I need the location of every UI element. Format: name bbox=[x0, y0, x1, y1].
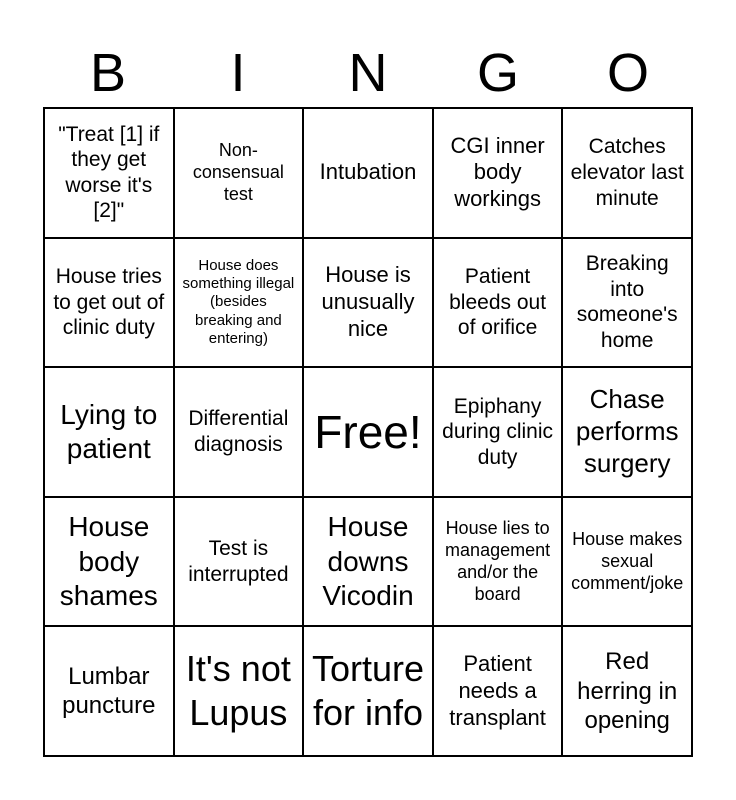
cell-label: House lies to management and/or the board bbox=[445, 517, 551, 604]
cell-label: Differential diagnosis bbox=[188, 407, 289, 456]
bingo-cell[interactable] bbox=[44, 238, 174, 368]
cell-label: Test is interrupted bbox=[188, 536, 289, 586]
cell-label: House body shames bbox=[59, 511, 158, 611]
cell-label: Breaking into someone's home bbox=[576, 252, 678, 352]
cell-label: Chase performs surgery bbox=[575, 384, 679, 478]
bingo-cell[interactable] bbox=[303, 497, 433, 627]
cell-label: Patient needs a transplant bbox=[449, 650, 546, 730]
cell-label: Catches elevator last minute bbox=[570, 135, 684, 210]
header-letter-i: I bbox=[230, 43, 246, 103]
cell-label: House tries to get out of clinic duty bbox=[53, 264, 165, 340]
cell-label: It's not Lupus bbox=[185, 648, 291, 734]
bingo-cell[interactable] bbox=[303, 238, 433, 368]
cell-label: House does something illegal (besides breaking and entering) bbox=[182, 256, 295, 347]
cell-label: Lying to patient bbox=[60, 398, 158, 464]
cell-label: House makes sexual comment/joke bbox=[571, 528, 684, 593]
cell-label: Epiphany during clinic duty bbox=[442, 394, 554, 469]
bingo-grid bbox=[43, 107, 693, 757]
bingo-cell[interactable] bbox=[433, 367, 563, 497]
bingo-cell[interactable] bbox=[433, 497, 563, 627]
bingo-cell[interactable] bbox=[174, 108, 304, 238]
cell-label: "Treat [1] if they get worse it's [2]" bbox=[58, 122, 160, 223]
bingo-cell[interactable] bbox=[562, 626, 692, 756]
bingo-cell[interactable] bbox=[433, 238, 563, 368]
header-letter-g: G bbox=[476, 43, 519, 103]
bingo-cell[interactable] bbox=[174, 367, 304, 497]
cell-label: Intubation bbox=[319, 159, 417, 185]
bingo-cell[interactable] bbox=[44, 108, 174, 238]
bingo-cell[interactable] bbox=[562, 108, 692, 238]
cell-label: Torture for info bbox=[311, 648, 425, 734]
bingo-cell[interactable] bbox=[44, 626, 174, 756]
cell-label: Lumbar puncture bbox=[62, 662, 156, 720]
bingo-cell[interactable] bbox=[44, 497, 174, 627]
header-letter-n: N bbox=[348, 43, 388, 103]
bingo-header bbox=[43, 40, 693, 106]
bingo-cell[interactable] bbox=[44, 367, 174, 497]
bingo-cell[interactable] bbox=[303, 108, 433, 238]
bingo-cell[interactable] bbox=[174, 626, 304, 756]
cell-label: House downs Vicodin bbox=[322, 511, 414, 611]
cell-label: CGI inner body workings bbox=[450, 132, 545, 212]
bingo-cell[interactable] bbox=[433, 626, 563, 756]
cell-label: House is unusually nice bbox=[321, 262, 415, 341]
bingo-cell[interactable] bbox=[174, 238, 304, 368]
cell-label: Patient bleeds out of orifice bbox=[449, 264, 547, 340]
header-letter-o: O bbox=[606, 43, 649, 103]
cell-label: Red herring in opening bbox=[577, 648, 678, 734]
header-letter-b: B bbox=[89, 43, 127, 103]
cell-label: Non-consensual test bbox=[192, 139, 284, 204]
free-space-label: Free! bbox=[314, 405, 422, 458]
bingo-cell[interactable] bbox=[562, 367, 692, 497]
bingo-cell[interactable] bbox=[303, 626, 433, 756]
free-space[interactable] bbox=[303, 367, 433, 497]
bingo-cell[interactable] bbox=[433, 108, 563, 238]
bingo-cell[interactable] bbox=[174, 497, 304, 627]
bingo-cell[interactable] bbox=[562, 238, 692, 368]
bingo-cell[interactable] bbox=[562, 497, 692, 627]
